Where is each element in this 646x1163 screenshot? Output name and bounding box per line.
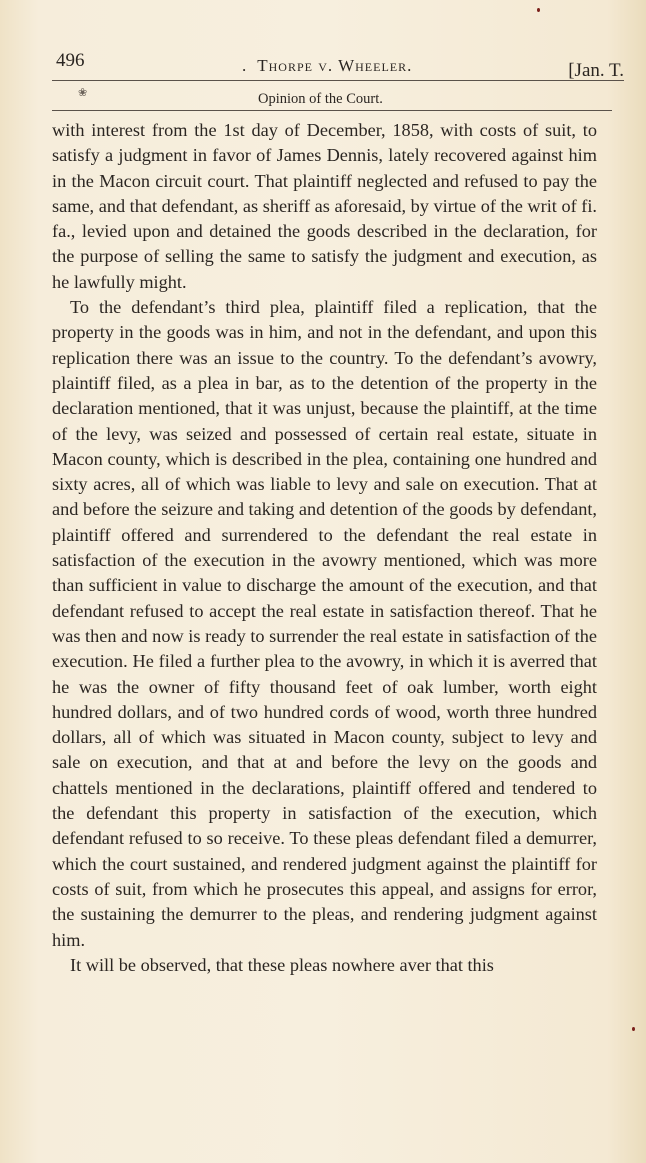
header-rule	[52, 80, 624, 81]
paragraph-continuation: with interest from the 1st day of December, 1858, with costs of suit, to satisfy a judgment in favor of James Dennis, lately recovered against him in the Macon circuit court. That plaintiff neglected and refused to pay the same, and that defendant, as sheriff as aforesaid, by virtue of the writ of fi. fa., levied upon and detained the goods described in the declaration, for the purpose of selling the same to satisfy the judgment and execution, as he lawfully might.	[52, 120, 597, 292]
paragraph-observation: It will be observed, that these pleas nowhere aver that this	[70, 954, 494, 975]
header-dot: .	[242, 56, 248, 75]
paper-speck-icon	[537, 8, 540, 12]
ornament-icon: ❀	[78, 87, 88, 99]
case-title	[242, 56, 412, 76]
opinion-label: Opinion of the Court.	[258, 91, 383, 107]
court-term: [Jan. T.	[568, 60, 624, 81]
page-number: 496	[56, 50, 85, 71]
opinion-body	[52, 118, 597, 978]
paper-speck-icon	[632, 1027, 635, 1031]
subheader-rule	[52, 110, 612, 111]
running-header	[52, 50, 624, 90]
section-subheader	[52, 88, 612, 114]
case-title-text: Thorpe v. Wheeler.	[257, 56, 413, 75]
paragraph-replication: To the defendant’s third plea, plaintiff filed a replication, that the property in the goods was in him, and not in the defendant, and upon this replication there was an issue to the country. To the defendant’s avowry, plaintiff filed, as a plea in bar, as to the detention of the property in the declaration mentioned, that it was unjust, because the plaintiff, at the time of the levy, was seized and possessed of certain real estate, situate in Macon county, which is described in the plea, containing one hundred and sixty acres, all of which was liable to levy and sale on execution. That at and before the seizure and taking and detention of the goods by defendant, plaintiff offered and surrendered to the defendant the real estate in satisfaction of the execution in the avowry mentioned, which was more than sufficient in value to discharge the amount of the execution, and that defendant refused to accept the real estate in satisfaction thereof. That he was then and now is ready to surrender the real estate in satisfaction of the execution. He filed a further plea to the avowry, in which it is averred that he was the owner of fifty thousand feet of oak lumber, worth eight hundred dollars, and of two hundred cords of wood, worth three hundred dollars, all of which was situated in Macon county, subject to levy and sale on execution, and that at and before the levy on the goods and chattels mentioned in the declarations, plaintiff offered and tendered to the defendant this property in satisfaction of the execution, which defendant refused to so receive. To these pleas defendant filed a demurrer, which the court sustained, and rendered judgment against the plaintiff for costs of suit, from which he prosecutes this appeal, and assigns for error, the sustaining the demurrer to the pleas, and rendering judgment against him.	[52, 297, 597, 950]
